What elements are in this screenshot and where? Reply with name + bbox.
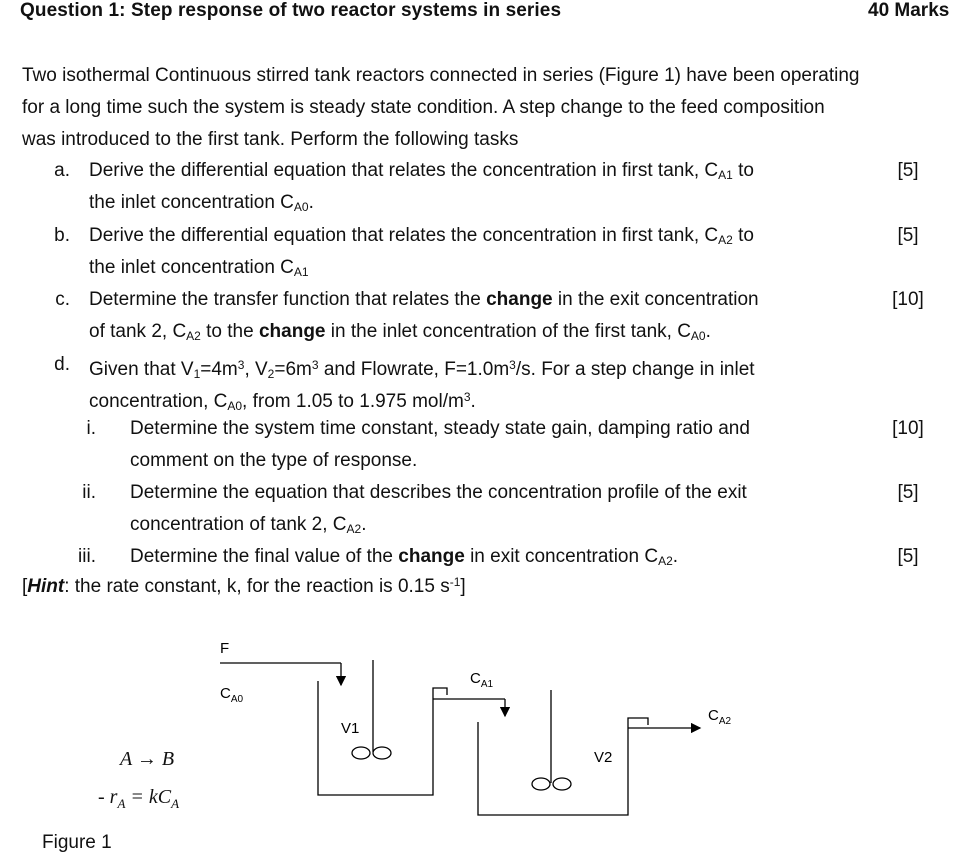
task-d-i-label: i. (86, 418, 96, 439)
rate-equation: - $r_A = kC_A$ (98, 786, 180, 811)
task-d-i-line2: comment on the type of response. (130, 450, 418, 471)
task-c-label: c. (55, 289, 70, 310)
task-d-iii (0, 541, 966, 573)
task-d-ii-line2: concentration of tank 2, $C_{A2}$. (130, 514, 367, 536)
task-b-line1: Derive the differential equation that relates the concentration in first tank, $C_{A2}$ to (89, 225, 754, 247)
task-a-label: a. (54, 160, 70, 181)
hint: [Hint: the rate constant, k, for the reaction is 0.15 $s^{-1}$] (22, 575, 466, 597)
feed-line (220, 663, 341, 685)
task-d-line1: Given that $V_1=4m^3$, $V_2=6m^3$ and Flowrate, $F=1.0m^3/s$. For a step change in inlet (89, 358, 755, 381)
task-c-line2: of tank 2, $C_{A2}$ to the change in the inlet concentration of the first tank, $C_{A0}$. (89, 321, 711, 343)
task-b-label: b. (54, 225, 70, 246)
tank-1-label: V1 (341, 720, 360, 737)
reactor-diagram (0, 620, 966, 867)
figure-caption: Figure 1 (42, 832, 112, 853)
transfer-line (433, 688, 505, 716)
task-a-line2: the inlet concentration $C_{A0}$. (89, 192, 314, 214)
task-d-iii-marks: [5] (897, 546, 919, 567)
tank-2 (478, 722, 628, 815)
tank-2-label: V2 (594, 749, 613, 766)
agitator-2 (532, 690, 571, 790)
question-title: Question 1: Step response of two reactor systems in series (20, 0, 562, 21)
task-d (0, 349, 966, 413)
intro-paragraph: Two isothermal Continuous stirred tank reactors connected in series (Figure 1) have been operating for a long time such the system is steady state condition. A step change to the feed composition was introduced to the first tank. Perform the following tasks (22, 65, 860, 151)
reaction-equation: A → B (120, 748, 175, 770)
ca2-label: $C_{A2}$ (708, 707, 732, 727)
task-a (0, 155, 966, 219)
ca0-label: $C_{A0}$ (220, 685, 244, 705)
task-d-line2: concentration, $C_{A0}$, from 1.05 to 1.975 mol/$m^3$. (89, 390, 476, 413)
task-d-ii-line1: Determine the equation that describes the concentration profile of the exit (130, 482, 747, 503)
tank-1 (318, 681, 433, 795)
ca1-label: $C_{A1}$ (470, 670, 494, 690)
task-d-ii-label: ii. (82, 482, 96, 503)
task-b-marks: [5] (897, 225, 919, 246)
task-c (0, 284, 966, 348)
task-d-label: d. (54, 354, 70, 375)
task-d-ii (0, 477, 966, 541)
task-d-i-line1: Determine the system time constant, steady state gain, damping ratio and (130, 418, 750, 439)
task-b-line2: the inlet concentration $C_{A1}$ (89, 257, 309, 279)
total-marks: 40 Marks (868, 0, 950, 21)
feed-label: F (220, 640, 230, 657)
task-d-i-marks: [10] (892, 418, 924, 439)
task-c-marks: [10] (892, 289, 924, 310)
task-d-i (0, 413, 966, 477)
task-d-iii-line: Determine the final value of the change in exit concentration $C_{A2}$. (130, 546, 679, 568)
outlet-line (628, 718, 700, 728)
task-b (0, 220, 966, 284)
agitator-1 (352, 660, 391, 759)
task-d-ii-marks: [5] (897, 482, 919, 503)
task-c-line1: Determine the transfer function that relates the change in the exit concentration (89, 289, 759, 310)
task-a-marks: [5] (897, 160, 919, 181)
task-d-iii-label: iii. (78, 546, 96, 567)
task-a-line1: Derive the differential equation that relates the concentration in first tank, $C_{A1}$ to (89, 160, 754, 182)
